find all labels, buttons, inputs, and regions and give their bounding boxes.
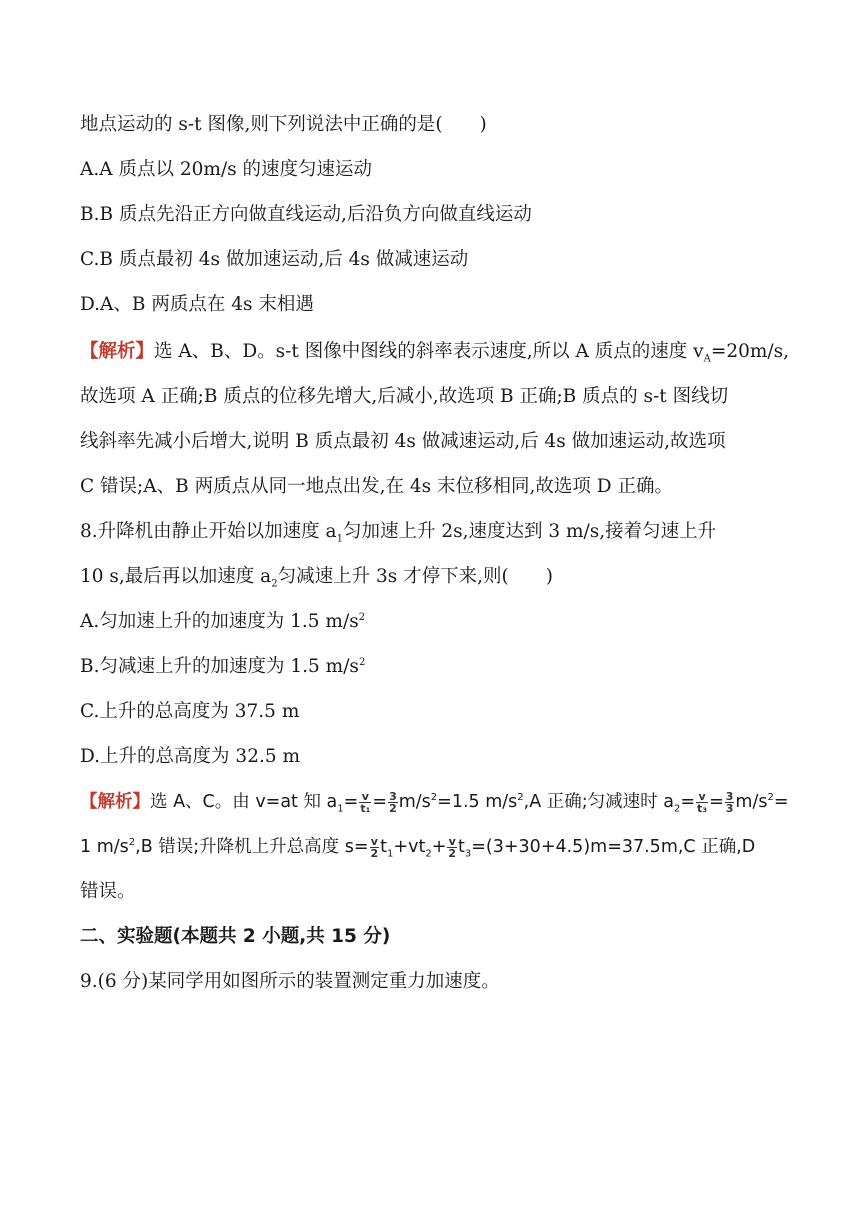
q7-option-b: B.B 质点先沿正方向做直线运动,后沿负方向做直线运动	[80, 204, 532, 225]
fraction: $\frac{3}{2}$	[389, 789, 397, 815]
q8-stem-line-2: 10 s,最后再以加速度 $a_2$匀减速上升 3s 才停下来,则( )	[80, 566, 553, 590]
q8-option-b: B.匀减速上升的加速度为 1.5 $m/s^2$	[80, 656, 366, 677]
fraction: $\frac{v}{\text{t₁}}$	[360, 789, 371, 815]
q7-analysis-line-4: C 错误;A、B 两质点从同一地点出发,在 4s 末位移相同,故选项 D 正确。	[80, 476, 673, 497]
fraction: $\frac{v}{\text{t₃}}$	[697, 789, 708, 815]
q7-option-a: A.A 质点以 20m/s 的速度匀速运动	[80, 159, 373, 180]
analysis-label: 【解析】	[80, 341, 155, 362]
q8-stem-line-1: 8.升降机由静止开始以加速度 $a_1$匀加速上升 2s,速度达到 3 m/s,接着匀速上升	[80, 521, 717, 545]
fraction: $\frac{3}{3}$	[725, 789, 734, 815]
q7-stem: 地点运动的 s-t 图像,则下列说法中正确的是( )	[80, 114, 487, 135]
q7-analysis-line-3: 线斜率先减小后增大,说明 B 质点最初 4s 做减速运动,后 4s 做加速运动,故选项	[80, 431, 726, 452]
analysis-label: 【解析】	[80, 792, 150, 812]
q9-stem: 9.(6 分)某同学用如图所示的装置测定重力加速度。	[80, 971, 500, 992]
q8-option-d: D.上升的总高度为 32.5 m	[80, 746, 301, 767]
q8-analysis-line-1: 【解析】选 A、C。由 v=at 知 $a_1=$ $\frac{v}{\text{t₁}}$ = $\frac{3}{2}$ $m/s^2=1.5$ $m/s^2,A$ 正确;匀减速时 $a_2=$ $\frac{v}{\text{t₃}}$ = $\frac{3}{3}$ $m/s^2=$	[80, 789, 789, 815]
q7-analysis-line-1: 【解析】选 A、B、D。s-t 图像中图线的斜率表示速度,所以 A 质点的速度 $v_A=20m/s$,	[80, 341, 790, 365]
q7-option-c: C.B 质点最初 4s 做加速运动,后 4s 做减速运动	[80, 249, 469, 270]
fraction: $\frac{v}{2}$	[448, 834, 457, 860]
q7-option-d: D.A、B 两质点在 4s 末相遇	[80, 294, 314, 315]
q8-analysis-line-2: 1 $m/s^2,B$ 错误;升降机上升总高度 s= $\frac{v}{2}$ $t_1+vt_2+$ $\frac{v}{2}$ $t_3=(3+30+4.5)m=37.5m,C$ 正确,D	[80, 834, 756, 860]
q8-analysis-line-3: 错误。	[80, 881, 136, 902]
q8-option-a: A.匀加速上升的加速度为 1.5 $m/s^2$	[80, 611, 366, 632]
section-heading: 二、实验题(本题共 2 小题,共 15 分)	[80, 926, 391, 947]
q7-analysis-line-2: 故选项 A 正确;B 质点的位移先增大,后减小,故选项 B 正确;B 质点的 s-t 图线切	[80, 386, 729, 407]
fraction: $\frac{v}{2}$	[370, 834, 379, 860]
q8-option-c: C.上升的总高度为 37.5 m	[80, 701, 300, 722]
